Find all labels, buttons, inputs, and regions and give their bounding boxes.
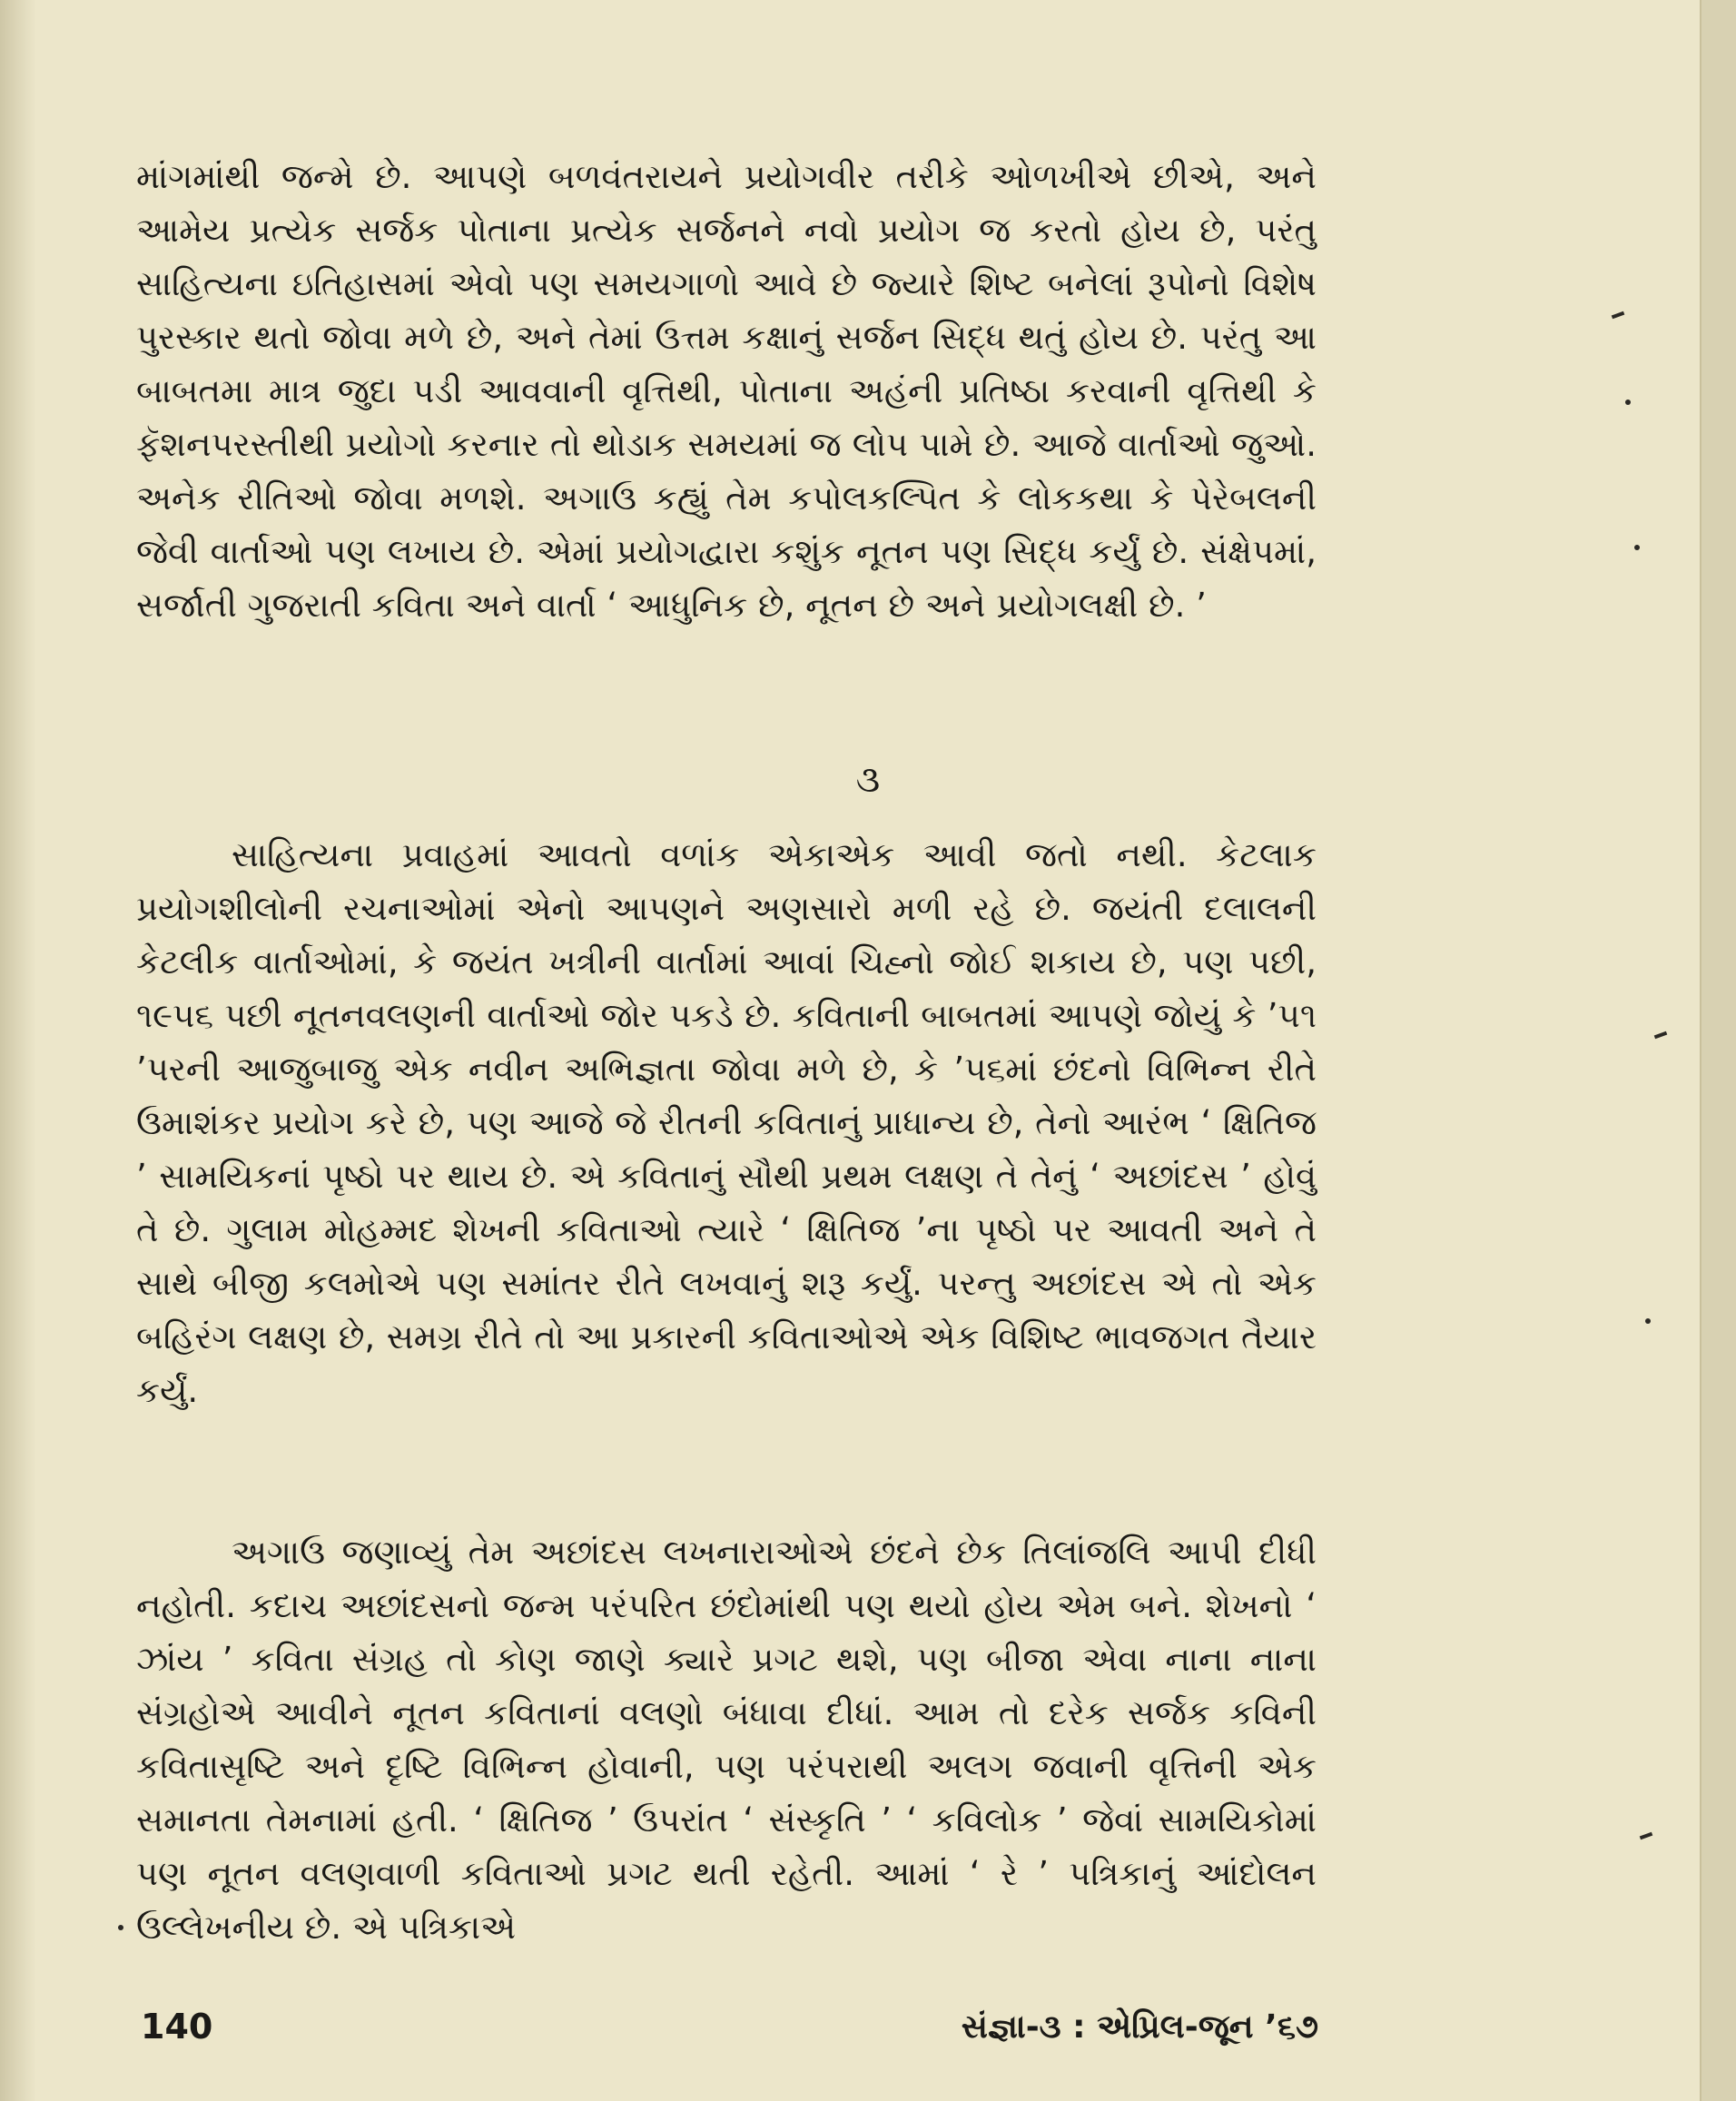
section-2-text xyxy=(136,828,1317,1417)
margin-dot xyxy=(118,1925,123,1930)
margin-dot xyxy=(1634,545,1640,550)
page-number: 140 xyxy=(141,2007,213,2047)
margin-mark xyxy=(1612,311,1625,320)
paragraph: અગાઉ જણાવ્યું તેમ અછાંદસ લખનારાઓએ છંદને છેક તિલાંજલિ આપી દીધી નહોતી. કદાચ અછાંદસનો જન્મ પરંપરિત છંદોમાંથી પણ થયો હોય એમ બને. શેખનો ‘ ઝાંય ’ કવિતા સંગ્રહ તો કોણ જાણે ક્યારે પ્રગટ થશે, પણ બીજા એવા નાના નાના સંગ્રહોએ આવીને નૂતન કવિતાનાં વલણો બંધાવા દીધાં. આમ તો દરેક સર્જક કવિની કવિતાસૃષ્ટિ અને દૃષ્ટિ વિભિન્ન હોવાની, પણ પરંપરાથી અલગ જવાની વૃત્તિની એક સમાનતા તેમનામાં હતી. ‘ ક્ષિતિજ ’ ઉપરાંત ‘ સંસ્કૃતિ ’ ‘ કવિલોક ’ જેવાં સામયિકોમાં પણ નૂતન વલણવાળી કવિતાઓ પ્રગટ થતી રહેતી. આમાં ‘ રે ’ પત્રિકાનું આંદોલન ઉલ્લેખનીય છે. એ પત્રિકાએ xyxy=(136,1533,1317,1947)
section-1-text xyxy=(136,150,1317,632)
section-number: ૩ xyxy=(855,759,881,801)
page-edge xyxy=(1700,0,1736,2101)
margin-dot xyxy=(1645,1318,1651,1324)
margin-dot xyxy=(1625,399,1631,405)
paragraph: સાહિત્યના પ્રવાહમાં આવતો વળાંક એકાએક આવી જતો નથી. કેટલાક પ્રયોગશીલોની રચનાઓમાં એનો આપણને અણસારો મળી રહે છે. જયંતી દલાલની કેટલીક વાર્તાઓમાં, કે જયંત ખત્રીની વાર્તામાં આવાં ચિહ્નો જોઈ શકાય છે, પણ પછી, ૧૯૫૬ પછી નૂતનવલણની વાર્તાઓ જોર પકડે છે. કવિતાની બાબતમાં આપણે જોયું કે ’૫૧ ’પરની આજુબાજુ એક નવીન અભિજ્ઞતા જોવા મળે છે, કે ’૫૬માં છંદનો વિભિન્ન રીતે ઉમાશંકર પ્રયોગ કરે છે, પણ આજે જે રીતની કવિતાનું પ્રાધાન્ય છે, તેનો આરંભ ‘ ક્ષિતિજ ’ સામયિકનાં પૃષ્ઠો પર થાય છે. એ કવિતાનું સૌથી પ્રથમ લક્ષણ તે તેનું ‘ અછાંદસ ’ હોવું તે છે. ગુલામ મોહમ્મદ શેખની કવિતાઓ ત્યારે ‘ ક્ષિતિજ ’ના પૃષ્ઠો પર આવતી અને તે સાથે બીજી કલમોએ પણ સમાંતર રીતે લખવાનું શરૂ કર્યું. પરન્તુ અછાંદસ એ તો એક બહિરંગ લક્ષણ છે, સમગ્ર રીતે તો આ પ્રકારની કવિતાઓએ એક વિશિષ્ટ ભાવજગત તૈયાર કર્યું. xyxy=(136,835,1317,1410)
section-3-text xyxy=(136,1525,1317,1954)
journal-footer: સંજ્ઞા-૩ : એપ્રિલ-જૂન ’૬૭ xyxy=(961,2008,1318,2046)
paragraph: માંગમાંથી જન્મે છે. આપણે બળવંતરાયને પ્રયોગવીર તરીકે ઓળખીએ છીએ, અને આમેય પ્રત્યેક સર્જક પોતાના પ્રત્યેક સર્જનને નવો પ્રયોગ જ કરતો હોય છે, પરંતુ સાહિત્યના ઇતિહાસમાં એવો પણ સમયગાળો આવે છે જ્યારે શિષ્ટ બનેલાં રૂપોનો વિશેષ પુરસ્કાર થતો જોવા મળે છે, અને તેમાં ઉત્તમ કક્ષાનું સર્જન સિદ્ધ થતું હોય છે. પરંતુ આ બાબતમા માત્ર જુદા પડી આવવાની વૃત્તિથી, પોતાના અહંની પ્રતિષ્ઠા કરવાની વૃત્તિથી કે ફૅશનપરસ્તીથી પ્રયોગો કરનાર તો થોડાક સમયમાં જ લોપ પામે છે. આજે વાર્તાઓ જુઓ. અનેક રીતિઓ જોવા મળશે. અગાઉ કહ્યું તેમ કપોલકલ્પિત કે લોકકથા કે પેરેબલની જેવી વાર્તાઓ પણ લખાય છે. એમાં પ્રયોગદ્વારા કશુંક નૂતન પણ સિદ્ધ કર્યું છે. સંક્ષેપમાં, સર્જાતી ગુજરાતી કવિતા અને વાર્તા ‘ આધુનિક છે, નૂતન છે અને પ્રયોગલક્ષી છે. ’ xyxy=(136,157,1317,625)
margin-mark xyxy=(1654,1031,1668,1040)
margin-mark xyxy=(1640,1832,1653,1840)
